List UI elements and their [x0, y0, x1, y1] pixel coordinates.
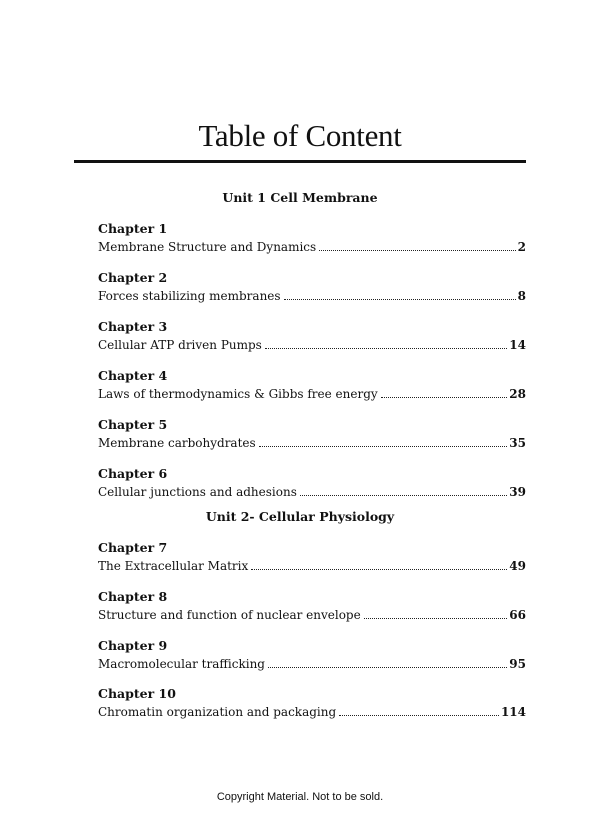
toc-line	[98, 288, 526, 304]
page-number: 2	[517, 240, 526, 254]
toc-line	[98, 484, 526, 500]
page-number: 14	[509, 338, 526, 352]
toc-line	[98, 239, 526, 255]
page-number: 66	[509, 608, 526, 622]
chapter-title: Membrane carbohydrates	[98, 436, 256, 450]
toc-line	[98, 337, 526, 353]
toc-entry-chapter-1[interactable]	[98, 221, 526, 255]
chapter-title: Forces stabilizing membranes	[98, 289, 281, 303]
chapter-title: Cellular ATP driven Pumps	[98, 338, 262, 352]
chapter-label: Chapter 3	[98, 319, 168, 334]
chapter-label: Chapter 8	[98, 589, 168, 604]
toc-line	[98, 607, 526, 623]
page-title: Table of Content	[198, 118, 402, 153]
toc-entry-chapter-3[interactable]	[98, 319, 526, 353]
dot-leader	[381, 397, 508, 398]
chapter-title: Cellular junctions and adhesions	[98, 485, 297, 499]
chapter-label: Chapter 9	[98, 638, 168, 653]
toc-line	[98, 656, 526, 672]
toc-entry-chapter-4[interactable]	[98, 368, 526, 402]
chapter-title: Macromolecular trafficking	[98, 657, 265, 671]
chapter-title: Membrane Structure and Dynamics	[98, 240, 317, 254]
toc-line	[98, 435, 526, 451]
toc-entry-chapter-10[interactable]	[98, 686, 526, 720]
chapter-label: Chapter 1	[98, 221, 168, 236]
chapter-title: Structure and function of nuclear envelope	[98, 608, 361, 622]
chapter-label: Chapter 10	[98, 686, 176, 701]
page-number: 39	[509, 485, 526, 499]
chapter-title: The Extracellular Matrix	[98, 559, 249, 573]
toc-entry-chapter-2[interactable]	[98, 270, 526, 304]
toc-entry-chapter-9[interactable]	[98, 638, 526, 672]
title-divider	[74, 160, 526, 163]
toc-entry-chapter-5[interactable]	[98, 417, 526, 451]
toc-line	[98, 704, 526, 720]
copyright-footer: Copyright Material. Not to be sold.	[216, 791, 384, 803]
dot-leader	[319, 250, 515, 251]
toc-line	[98, 386, 526, 402]
chapter-title: Laws of thermodynamics & Gibbs free energy	[98, 387, 378, 401]
dot-leader	[284, 299, 516, 300]
unit-heading: Unit 1 Cell Membrane	[222, 190, 378, 205]
dot-leader	[339, 715, 499, 716]
dot-leader	[364, 618, 508, 619]
chapter-label: Chapter 7	[98, 540, 168, 555]
page-number: 95	[509, 657, 526, 671]
toc-line	[98, 558, 526, 574]
page-number: 114	[500, 705, 526, 719]
page-number: 35	[509, 436, 526, 450]
page-number: 8	[517, 289, 526, 303]
dot-leader	[251, 569, 507, 570]
dot-leader	[268, 667, 507, 668]
toc-entry-chapter-8[interactable]	[98, 589, 526, 623]
unit-heading: Unit 2- Cellular Physiology	[205, 509, 395, 524]
dot-leader	[300, 495, 507, 496]
chapter-label: Chapter 6	[98, 466, 168, 481]
toc-entry-chapter-6[interactable]	[98, 466, 526, 500]
chapter-label: Chapter 2	[98, 270, 168, 285]
dot-leader	[265, 348, 507, 349]
page-number: 28	[509, 387, 526, 401]
dot-leader	[259, 446, 508, 447]
page-number: 49	[509, 559, 526, 573]
chapter-title: Chromatin organization and packaging	[98, 705, 337, 719]
chapter-label: Chapter 4	[98, 368, 168, 383]
toc-entry-chapter-7[interactable]	[98, 540, 526, 574]
chapter-label: Chapter 5	[98, 417, 168, 432]
